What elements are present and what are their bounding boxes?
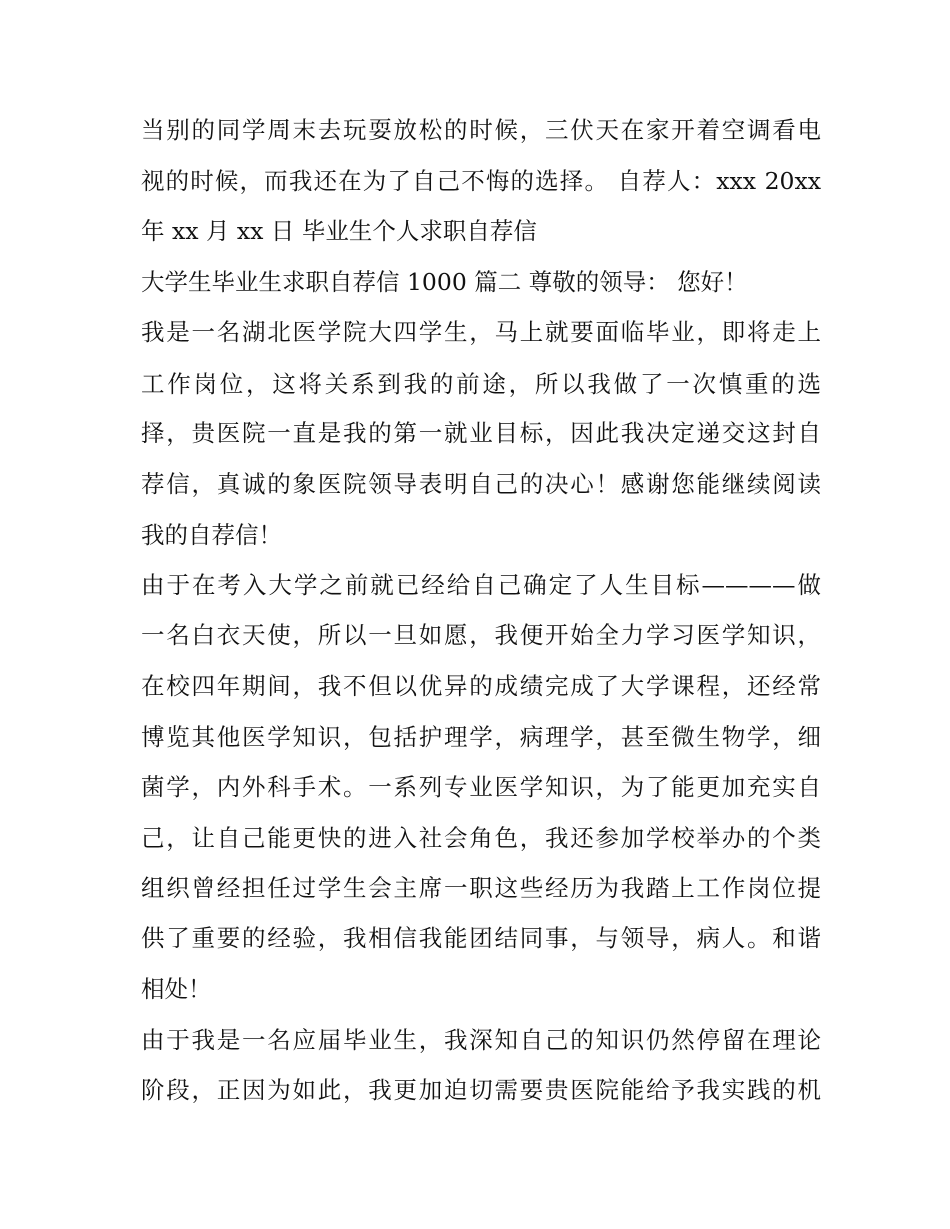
- text-line: 我的自荐信！: [141, 521, 282, 549]
- text-line: 博览其他医学知识，包括护理学，病理学，甚至微生物学，细: [141, 723, 821, 751]
- text-line: 我是一名湖北医学院大四学生，马上就要面临毕业，即将走上: [141, 318, 821, 346]
- text-line: 供了重要的经验，我相信我能团结同事，与领导，病人。和谐: [141, 924, 821, 952]
- text-line: 择，贵医院一直是我的第一就业目标，因此我决定递交这封自: [141, 419, 821, 447]
- text-line: 组织曾经担任过学生会主席一职这些经历为我踏上工作岗位提: [141, 874, 821, 902]
- text-line: 工作岗位，这将关系到我的前途，所以我做了一次慎重的选: [141, 370, 821, 398]
- text-line: 阶段，正因为如此，我更加迫切需要贵医院能给予我实践的机: [141, 1076, 821, 1104]
- text-line: 大学生毕业生求职自荐信 1000 篇二 尊敬的领导： 您好！: [141, 268, 748, 296]
- text-line: 当别的同学周末去玩耍放松的时候，三伏天在家开着空调看电: [141, 116, 821, 144]
- text-line: 在校四年期间，我不但以优异的成绩完成了大学课程，还经常: [141, 672, 821, 700]
- text-line: 己，让自己能更快的进入社会角色，我还参加学校举办的个类: [141, 824, 821, 852]
- text-line: 菌学，内外科手术。一系列专业医学知识，为了能更加充实自: [141, 773, 821, 801]
- text-line: 年 xx 月 xx 日 毕业生个人求职自荐信: [141, 217, 537, 245]
- text-line: 荐信，真诚的象医院领导表明自己的决心！感谢您能继续阅读: [141, 470, 821, 498]
- text-line: 视的时候，而我还在为了自己不悔的选择。 自荐人：xxx 20xx: [141, 167, 821, 195]
- text-line: 由于在考入大学之前就已经给自己确定了人生目标————做: [141, 571, 821, 599]
- text-line: 由于我是一名应届毕业生，我深知自己的知识仍然停留在理论: [141, 1026, 821, 1054]
- text-line: 一名白衣天使，所以一旦如愿，我便开始全力学习医学知识，: [141, 621, 821, 649]
- text-line: 相处！: [141, 975, 212, 1003]
